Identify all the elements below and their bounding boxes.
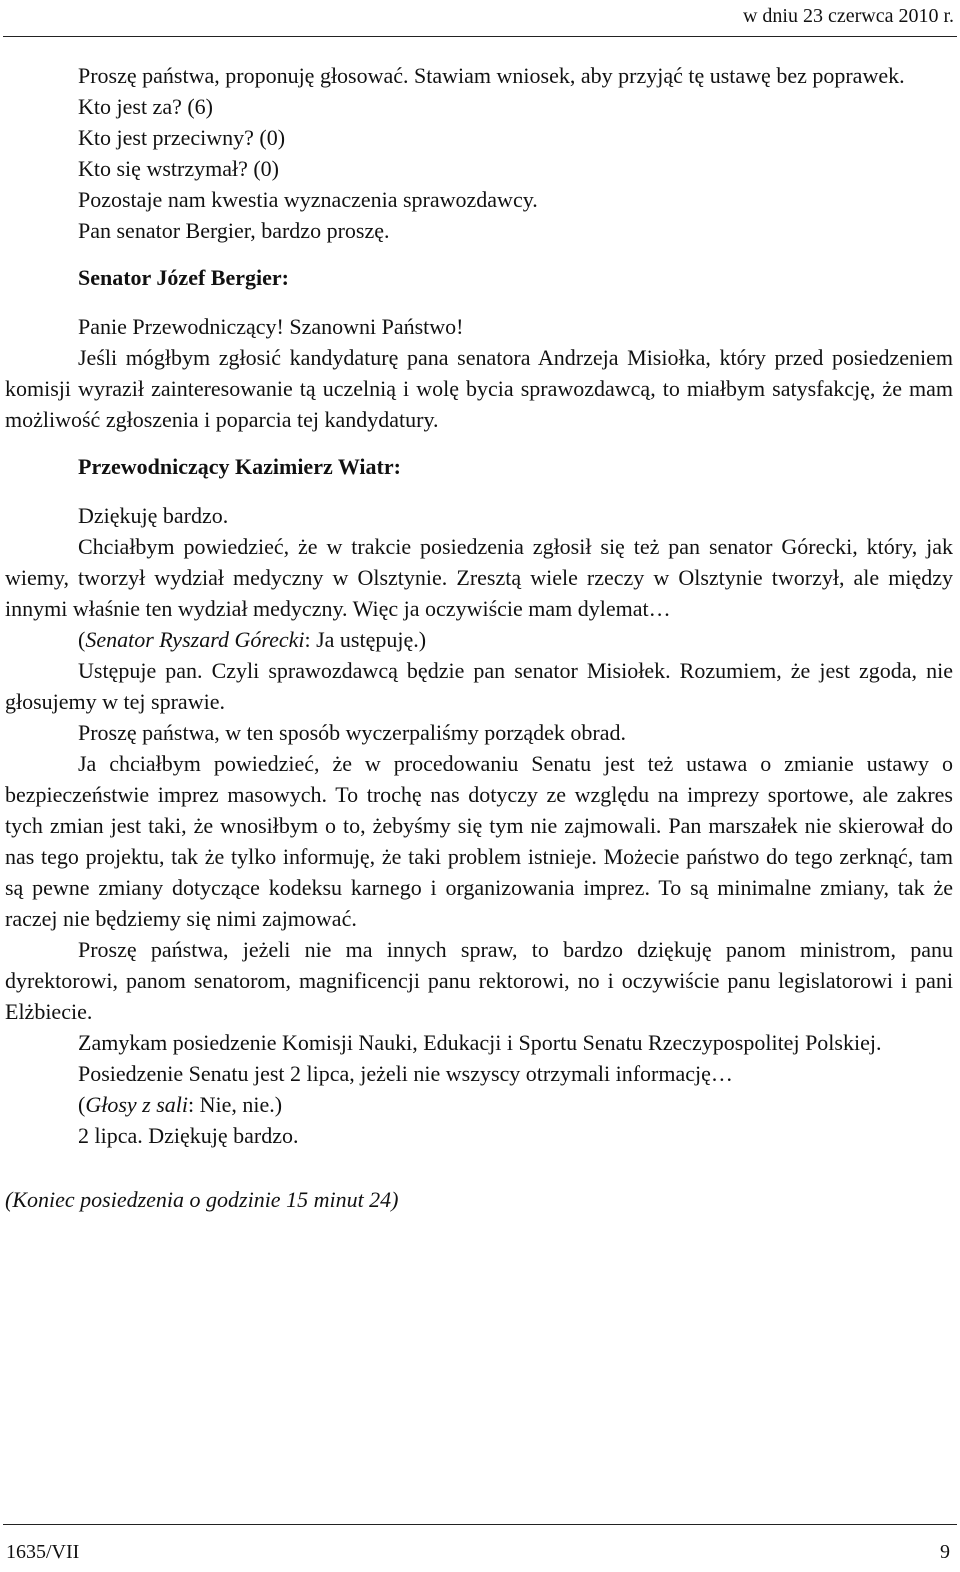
page-number: 9 [940,1541,950,1563]
interjection: (Głosy z sali: Nie, nie.) [78,1092,283,1117]
paragraph: Proszę państwa, proponuję głosować. Stawiam wniosek, aby przyjąć tę ustawę bez poprawek. [78,63,905,88]
document-id: 1635/VII [6,1541,80,1563]
speaker-heading: Przewodniczący Kazimierz Wiatr: [78,454,401,479]
paragraph: Ustępuje pan. Czyli sprawozdawcą będzie pan senator Misiołek. Rozumiem, że jest zgoda, nie głosujemy w tej sprawie. [5,658,953,714]
paragraph: Proszę państwa, w ten sposób wyczerpaliśmy porządek obrad. [78,720,627,745]
session-end-note: (Koniec posiedzenia o godzinie 15 minut 24) [5,1187,399,1212]
paragraph: Ja chciałbym powiedzieć, że w procedowaniu Senatu jest też ustawa o zmianie ustawy o bezpieczeństwie imprez masowych. To trochę nas dotyczy ze względu na imprezy sportowe, ale zakres tych zmian jest taki, że wnosiłbym o to, żebyśmy się tym nie zajmowali. Pan marszałek nie skierował do nas tego projektu, tak że tylko informuję, że taki problem istnieje. Możecie państwo do tego zerknąć, tam są pewne zmiany dotyczące kodeksu karnego i organizowania imprez. To są minimalne zmiany, tak że raczej nie będziemy się nimi zajmować. [5,751,953,931]
paragraph: Pan senator Bergier, bardzo proszę. [78,218,390,243]
paragraph: Chciałbym powiedzieć, że w trakcie posiedzenia zgłosił się też pan senator Górecki, który, jak wiemy, tworzył wydział medyczny w Olsztynie. Zresztą wiele rzeczy w Olsztynie tworzył, ale między innymi właśnie ten wydział medyczny. Więc ja oczywiście mam dylemat… [5,534,953,621]
paragraph: Kto jest za? (6) [78,94,213,119]
paragraph: Posiedzenie Senatu jest 2 lipca, jeżeli nie wszyscy otrzymali informację… [78,1061,733,1086]
paragraph: Kto jest przeciwny? (0) [78,125,286,150]
page-header [0,0,960,38]
header-rule [3,36,957,37]
header-date: w dniu 23 czerwca 2010 r. [742,5,954,27]
interjection-speaker: Głosy z sali [85,1092,189,1117]
page-footer [0,1524,960,1572]
paragraph: Panie Przewodniczący! Szanowni Państwo! [78,314,464,339]
paragraph: Kto się wstrzymał? (0) [78,156,279,181]
paragraph: Pozostaje nam kwestia wyznaczenia sprawozdawcy. [78,187,538,212]
paragraph: Zamykam posiedzenie Komisji Nauki, Edukacji i Sportu Senatu Rzeczypospolitej Polskiej. [78,1030,882,1055]
paragraph: Jeśli mógłbym zgłosić kandydaturę pana senatora Andrzeja Misiołka, który przed posiedzeniem komisji wyraził zainteresowanie tą uczelnią i wolę bycia sprawozdawcą, to miałbym satysfakcję, że mam możliwość zgłoszenia i poparcia tej kandydatury. [5,345,953,432]
paragraph: Dziękuję bardzo. [78,503,229,528]
paragraph: Proszę państwa, jeżeli nie ma innych spraw, to bardzo dziękuję panom ministrom, panu dyrektorowi, panom senatorom, magnificencji panu rektorowi, no i oczywiście panu legislatorowi i pani Elżbiecie. [5,937,953,1024]
interjection-speaker: Senator Ryszard Górecki [85,627,305,652]
interjection: (Senator Ryszard Górecki: Ja ustępuję.) [78,627,427,652]
transcript-body [5,60,953,1215]
footer-rule [3,1524,957,1525]
speaker-heading: Senator Józef Bergier: [78,265,289,290]
paragraph: 2 lipca. Dziękuję bardzo. [78,1123,299,1148]
